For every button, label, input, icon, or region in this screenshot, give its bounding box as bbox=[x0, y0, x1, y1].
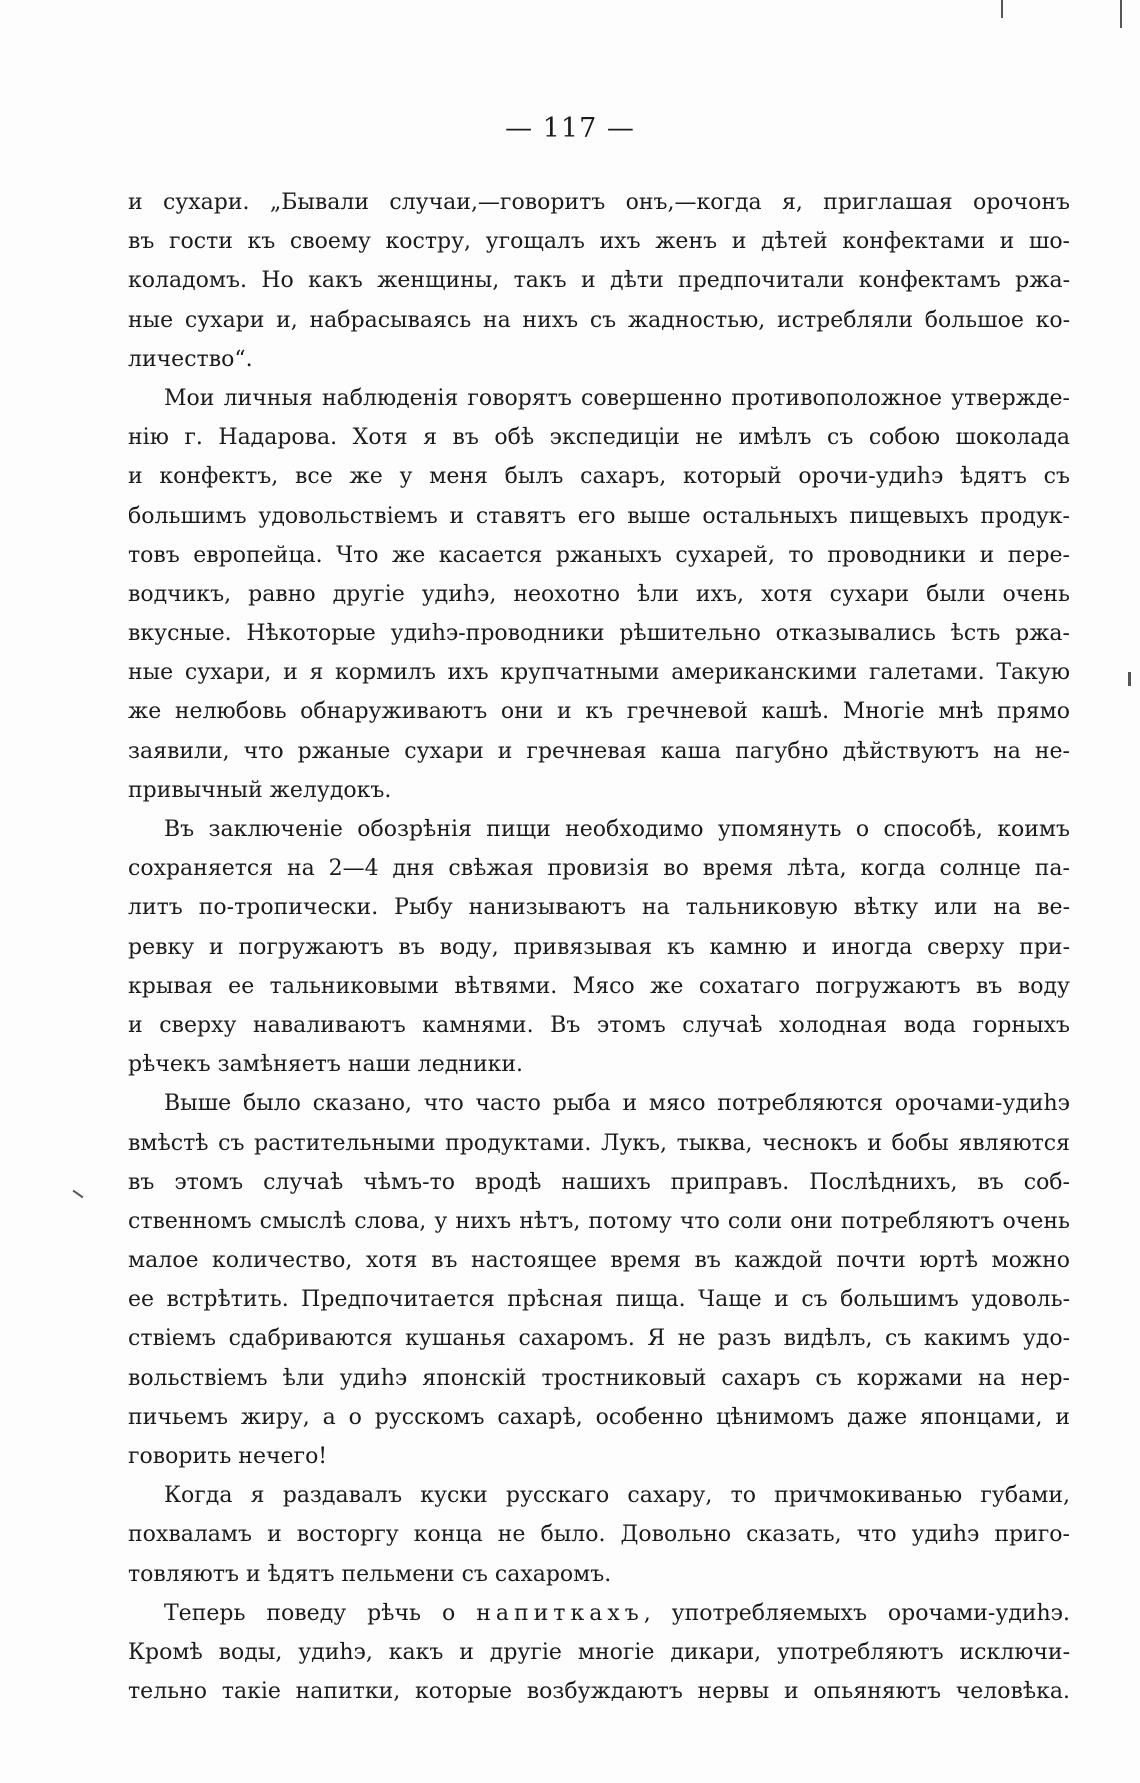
text-line: же нелюбовь обнаруживаютъ они и къ гречневой кашѣ. Многіе мнѣ прямо bbox=[128, 699, 1070, 725]
text-line: ственномъ смыслѣ слова, у нихъ нѣтъ, потому что соли они потребляютъ очень bbox=[128, 1208, 1070, 1234]
text-line: и сверху наваливаютъ камнями. Въ этомъ случаѣ холодная вода горныхъ bbox=[128, 1012, 1070, 1038]
text-line: коладомъ. Но какъ женщины, такъ и дѣти предпочитали конфектамъ ржа- bbox=[128, 268, 1070, 294]
text-line: большимъ удовольствіемъ и ставятъ его выше остальныхъ пищевыхъ продук- bbox=[128, 503, 1070, 529]
text-line: въ этомъ случаѣ чѣмъ-то вродѣ нашихъ приправъ. Послѣднихъ, въ соб- bbox=[128, 1169, 1070, 1195]
text-line: въ гости къ своему костру, угощалъ ихъ женъ и дѣтей конфектами и шо- bbox=[128, 229, 1070, 255]
text-line: тельно такіе напитки, которые возбуждаютъ нервы и опьяняютъ человѣка. bbox=[128, 1679, 1070, 1705]
text-line: и конфектъ, все же у меня былъ сахаръ, который орочи-удиһэ ѣдятъ съ bbox=[128, 464, 1070, 490]
text-line: Въ заключеніе обозрѣнія пищи необходимо упомянуть о способѣ, коимъ bbox=[164, 817, 1070, 842]
scan-mark bbox=[1001, 0, 1003, 18]
text-line: малое количество, хотя въ настоящее время въ каждой почти юртѣ можно bbox=[128, 1248, 1070, 1274]
text-line: товъ европейца. Что же касается ржаныхъ сухарей, то проводники и пере- bbox=[128, 542, 1070, 568]
text-line: ствіемъ сдабриваются кушанья сахаромъ. Я не разъ видѣлъ, съ какимъ удо- bbox=[128, 1326, 1070, 1352]
text-line: вмѣстѣ съ растительными продуктами. Лукъ, тыква, чеснокъ и бобы являются bbox=[128, 1130, 1070, 1156]
text-line: нію г. Надарова. Хотя я въ обѣ экспедиціи не имѣлъ съ собою шоколада bbox=[128, 425, 1070, 451]
scan-mark bbox=[1128, 672, 1131, 686]
text-line: водчикъ, равно другіе удиһэ, неохотно ѣли ихъ, хотя сухари были очень bbox=[128, 581, 1070, 607]
text-line: ее встрѣтить. Предпочитается прѣсная пища. Чаще и съ большимъ удоволь- bbox=[128, 1287, 1070, 1313]
text-line: рѣчекъ замѣняетъ наши ледники. bbox=[128, 1052, 524, 1078]
text-line: заявили, что ржаные сухари и гречневая каша пагубно дѣйствуютъ на не- bbox=[128, 738, 1070, 764]
text-line: Мои личныя наблюденія говорятъ совершенно противоположное утвержде- bbox=[164, 385, 1070, 411]
text-line: вольствіемъ ѣли удиһэ японскій тростниковый сахаръ съ коржами на нер- bbox=[128, 1365, 1070, 1391]
text-line: ные сухари, и я кормилъ ихъ крупчатными американскими галетами. Такую bbox=[128, 660, 1070, 686]
scan-mark bbox=[1120, 0, 1122, 28]
spaced-emphasis: напиткахъ bbox=[476, 1600, 644, 1626]
text-line: ные сухари и, набрасываясь на нихъ съ жадностью, истребляли большое ко- bbox=[128, 307, 1070, 333]
text-line: сохраняется на 2—4 дня свѣжая провизія во время лѣта, когда солнце па- bbox=[128, 856, 1070, 882]
body-text bbox=[128, 183, 1070, 1711]
text-line: товляютъ и ѣдятъ пельмени съ сахаромъ. bbox=[128, 1561, 612, 1587]
text-line: личество“. bbox=[128, 346, 253, 372]
text-line: и сухари. „Бывали случаи,—говоритъ онъ,—когда я, приглашая орочонъ bbox=[128, 190, 1070, 215]
text-line: литъ по-тропически. Рыбу нанизываютъ на тальниковую вѣтку или на ве- bbox=[128, 895, 1070, 921]
page-number: — 117 — bbox=[505, 113, 635, 144]
text-line: Выше было сказано, что часто рыба и мясо потребляются орочами-удиһэ bbox=[164, 1091, 1070, 1117]
text-line: похваламъ и восторгу конца не было. Довольно сказать, что удиһэ приго- bbox=[128, 1522, 1070, 1548]
text-line: Теперь поведу рѣчь о напиткахъ, употребляемыхъ орочами-удиһэ. bbox=[164, 1600, 1070, 1626]
text-line: Кромѣ воды, удиһэ, какъ и другіе многіе дикари, употребляютъ исключи- bbox=[128, 1639, 1070, 1665]
text-line: говорить нечего! bbox=[128, 1444, 328, 1469]
text-line: крывая ее тальниковыми вѣтвями. Мясо же сохатаго погружаютъ въ воду bbox=[128, 973, 1070, 999]
text-line: привычный желудокъ. bbox=[128, 777, 392, 803]
text-line: ревку и погружаютъ въ воду, привязывая къ камню и иногда сверху при- bbox=[128, 934, 1070, 960]
scan-mark bbox=[73, 1190, 84, 1199]
text-line: вкусные. Нѣкоторые удиһэ-проводники рѣшительно отказывались ѣсть ржа- bbox=[128, 621, 1070, 647]
text-line: пичьемъ жиру, а о русскомъ сахарѣ, особенно цѣнимомъ даже японцами, и bbox=[128, 1404, 1070, 1430]
text-line: Когда я раздавалъ куски русскаго сахару, то причмокиванью губами, bbox=[164, 1483, 1070, 1509]
